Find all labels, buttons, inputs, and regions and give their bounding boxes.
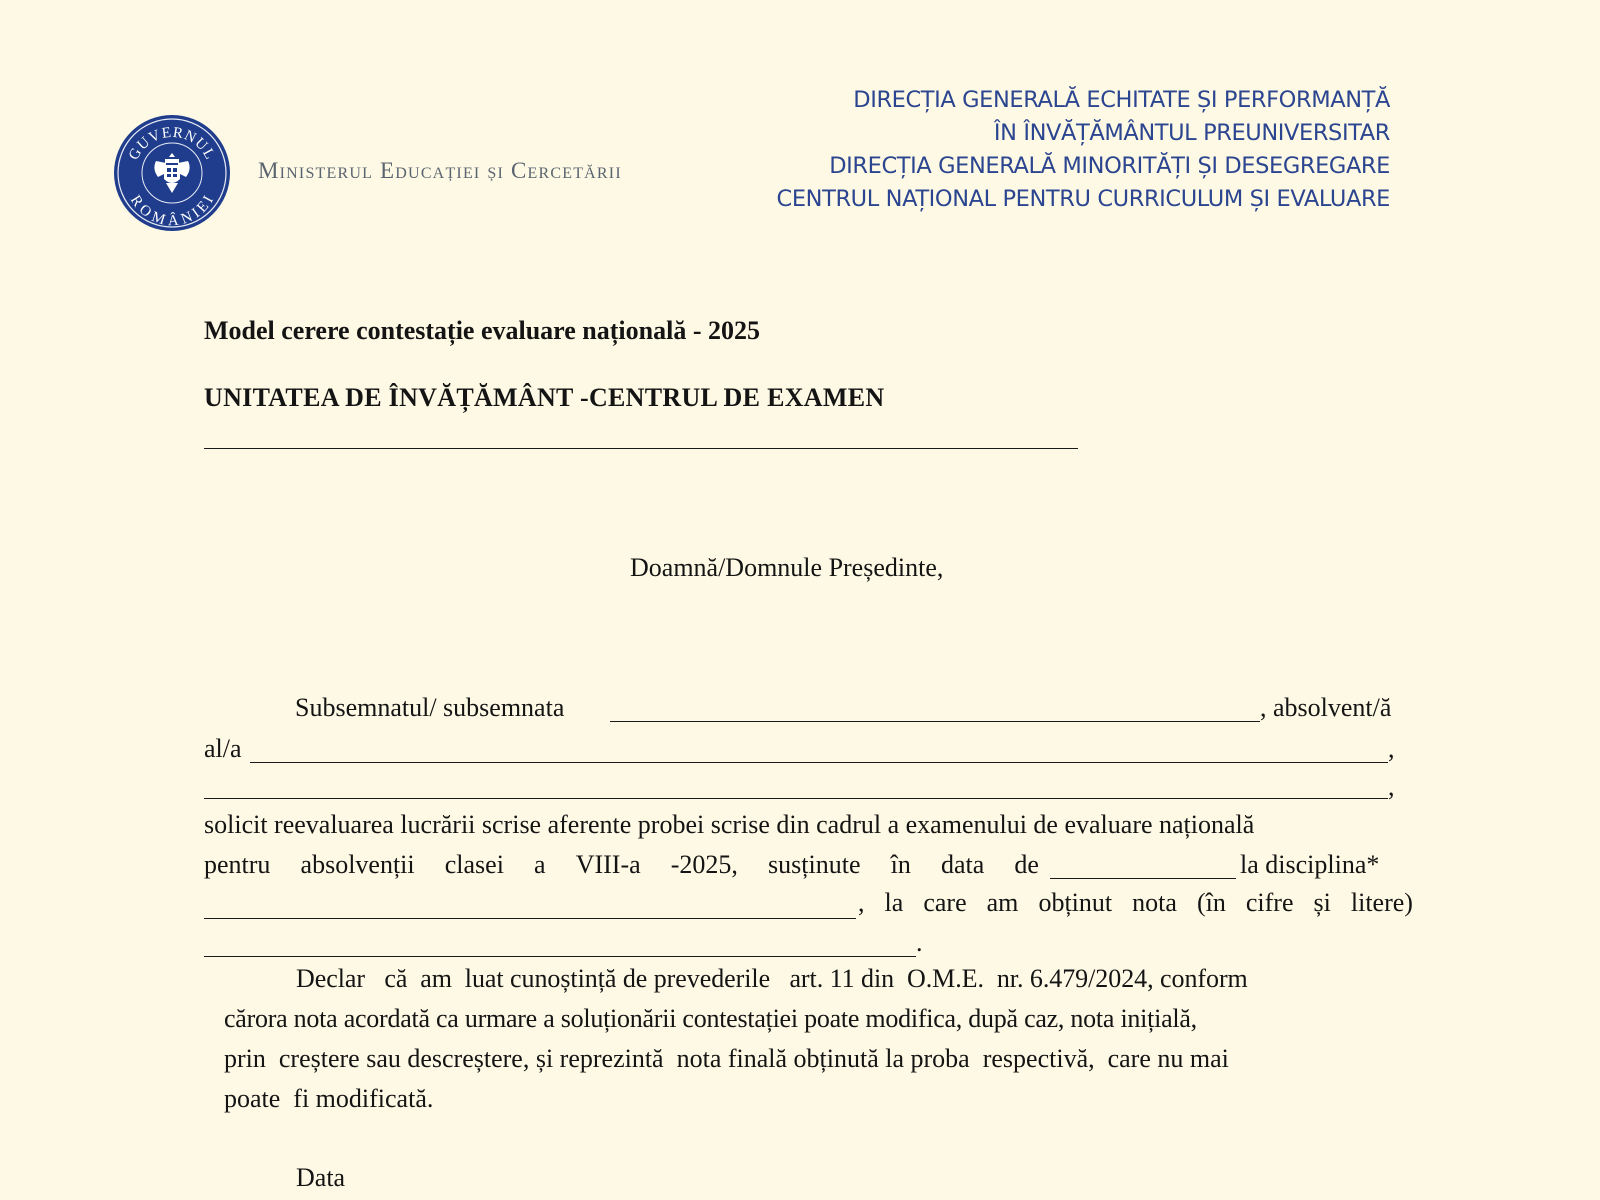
line6-word: nota [1132,888,1177,917]
directorate-line-2: ÎN ÎNVĂȚĂMÂNTUL PREUNIVERSITAR [993,120,1390,146]
line6-word: (în [1196,888,1226,917]
line6-word: obținut [1038,888,1113,917]
line6-word: la [884,888,904,917]
line5-word: a [534,850,546,879]
line5-word: susținute [768,850,861,879]
salutation: Doamnă/Domnule Președinte, [630,553,944,582]
directorate-line-1: DIRECȚIA GENERALĂ ECHITATE ȘI PERFORMANȚĂ [853,87,1390,113]
line2-prefix: al/a [204,734,242,763]
directorate-line-3: DIRECȚIA GENERALĂ MINORITĂȚI ȘI DESEGREGARE [829,153,1390,179]
line6-word: și [1313,888,1331,917]
line5-word: de [1014,850,1039,879]
school-field-2[interactable] [204,798,1388,799]
line7-period: . [916,928,923,957]
form-title: Model cerere contestație evaluare națională - 2025 [204,316,760,345]
exam-center-field[interactable] [204,448,1078,449]
line5-word: în [890,850,911,879]
line2-comma: , [1388,734,1395,763]
line5-word: -2025, [670,850,738,879]
declaration-line-3: prin creștere sau descreștere, și reprezintă nota finală obținută la proba respectivă, care nu mai [224,1044,1229,1073]
request-line-1: solicit reevaluarea lucrării scrise aferente probei scrise din cadrul a examenului de evaluare națională [204,810,1255,839]
declaration-line-1: Declar că am luat cunoștință de prevederile art. 11 din O.M.E. nr. 6.479/2024, conform [296,964,1248,993]
request-line-2 [204,850,1039,880]
exam-date-field[interactable] [1050,878,1236,879]
date-label: Data [296,1163,346,1192]
line6-word: , [858,888,865,917]
line6-word: am [986,888,1019,917]
declaration-line-4: poate fi modificată. [224,1084,434,1113]
line5-word: data [940,850,985,879]
line1-suffix: , absolvent/ă [1260,693,1392,722]
line1-prefix: Subsemnatul/ subsemnata [295,693,565,722]
request-line-3 [858,888,1413,918]
line6-word: care [923,888,967,917]
government-seal-icon [112,113,232,233]
line5-word: clasei [444,850,504,879]
line3-comma: , [1388,772,1395,801]
declaration-line-2: cărora nota acordată ca urmare a soluționării contestației poate modifica, după caz, nota inițială, [224,1004,1197,1033]
exam-center-label: UNITATEA DE ÎNVĂȚĂMÂNT -CENTRUL DE EXAMEN [204,383,885,412]
line5-word: absolvenții [300,850,415,879]
directorates-block [777,84,1390,216]
line6-word: litere) [1350,888,1413,917]
grade-field[interactable] [204,956,916,957]
name-field[interactable] [610,721,1260,722]
line6-word: cifre [1245,888,1294,917]
declaration [224,964,1404,1124]
directorate-line-4: CENTRUL NAȚIONAL PENTRU CURRICULUM ȘI EVALUARE [776,186,1390,212]
discipline-field[interactable] [204,918,856,919]
seal-text-top: GUVERNUL [125,124,219,163]
school-field-1[interactable] [250,762,1388,763]
line5-suffix: la disciplina* [1240,850,1380,879]
line5-word: pentru [204,850,271,879]
seal-text-bottom: ROMÂNIEI [127,192,218,229]
line5-word: VIII-a [575,850,641,879]
ministry-name: Ministerul Educației și Cercetării [258,158,622,183]
